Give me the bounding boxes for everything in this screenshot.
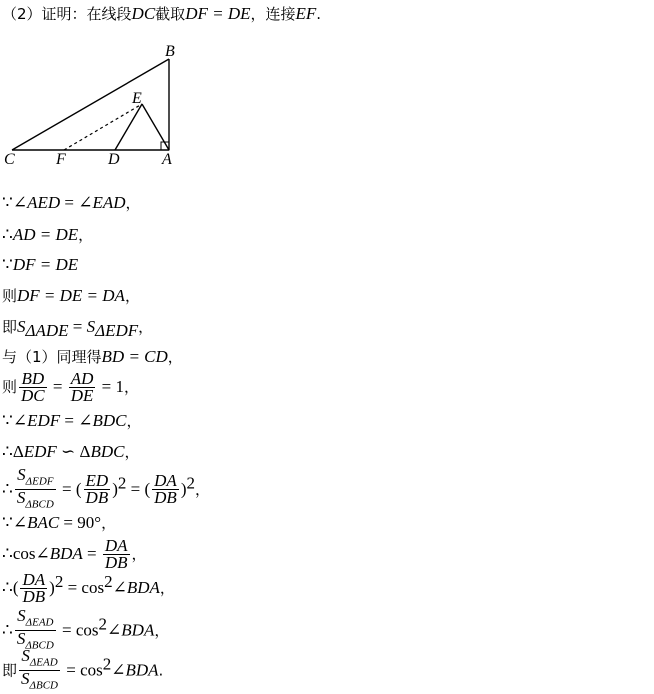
step-6: 与（1）同理得BD = CD， bbox=[2, 347, 183, 366]
step-4: 则DF = DE = DA， bbox=[2, 286, 140, 305]
step-12: ∴cos∠BDA = $\frac{DA}{DB}$ ， bbox=[2, 536, 147, 572]
intro-ef: EF bbox=[295, 4, 317, 23]
step-5: 即$S_{\Delta ADE} = S_{\Delta EDF}$， bbox=[2, 317, 154, 340]
step-11: ∵∠BAC = 90°， bbox=[2, 513, 117, 532]
step-10: ∴ $\frac{S_{\Delta EDF}}{S_{\Delta BCD}}$ = ( $\frac{ED}{DB}$ )$^2$ = ( $\frac{DA}{DB}$ )$^2$， bbox=[2, 465, 210, 511]
step-9: ∴ΔEDF ∽ ΔBDC， bbox=[2, 442, 140, 461]
label-E: E bbox=[132, 90, 142, 107]
label-D: D bbox=[108, 151, 120, 168]
intro-mid: 截取 bbox=[155, 5, 186, 23]
intro-eq: DF = DE bbox=[185, 4, 251, 23]
intro-link: ，连接 bbox=[250, 5, 296, 23]
step-14: ∴ $\frac{S_{\Delta EAD}}{S_{\Delta BCD}}$ = $\cos^2\angle BDA$， bbox=[2, 606, 170, 652]
step-1: ∵∠AED = ∠EAD， bbox=[2, 193, 141, 212]
intro-dc: DC bbox=[131, 4, 156, 23]
step-15: 即 $\frac{S_{\Delta EAD}}{S_{\Delta BCD}}$ = $\cos^2\angle BDA$. bbox=[2, 646, 164, 692]
step-2: ∴AD = DE， bbox=[2, 225, 94, 244]
label-A: A bbox=[162, 151, 172, 168]
step-7: 则 $\frac{BD}{DC}$ = $\frac{AD}{DE}$ = 1， bbox=[2, 369, 140, 405]
label-F: F bbox=[56, 151, 66, 168]
label-C: C bbox=[4, 151, 15, 168]
intro-end: . bbox=[316, 5, 322, 23]
label-B: B bbox=[165, 43, 175, 60]
intro-lead: （2）证明：在线段 bbox=[2, 5, 132, 23]
step-8: ∵∠EDF = ∠BDC， bbox=[2, 411, 142, 430]
step-3: ∵DF = DE bbox=[2, 255, 79, 274]
step-13: ∴( $\frac{DA}{DB}$ )$^2 = \cos^2\angle BDA$， bbox=[2, 570, 175, 606]
geometry-figure bbox=[0, 0, 654, 180]
